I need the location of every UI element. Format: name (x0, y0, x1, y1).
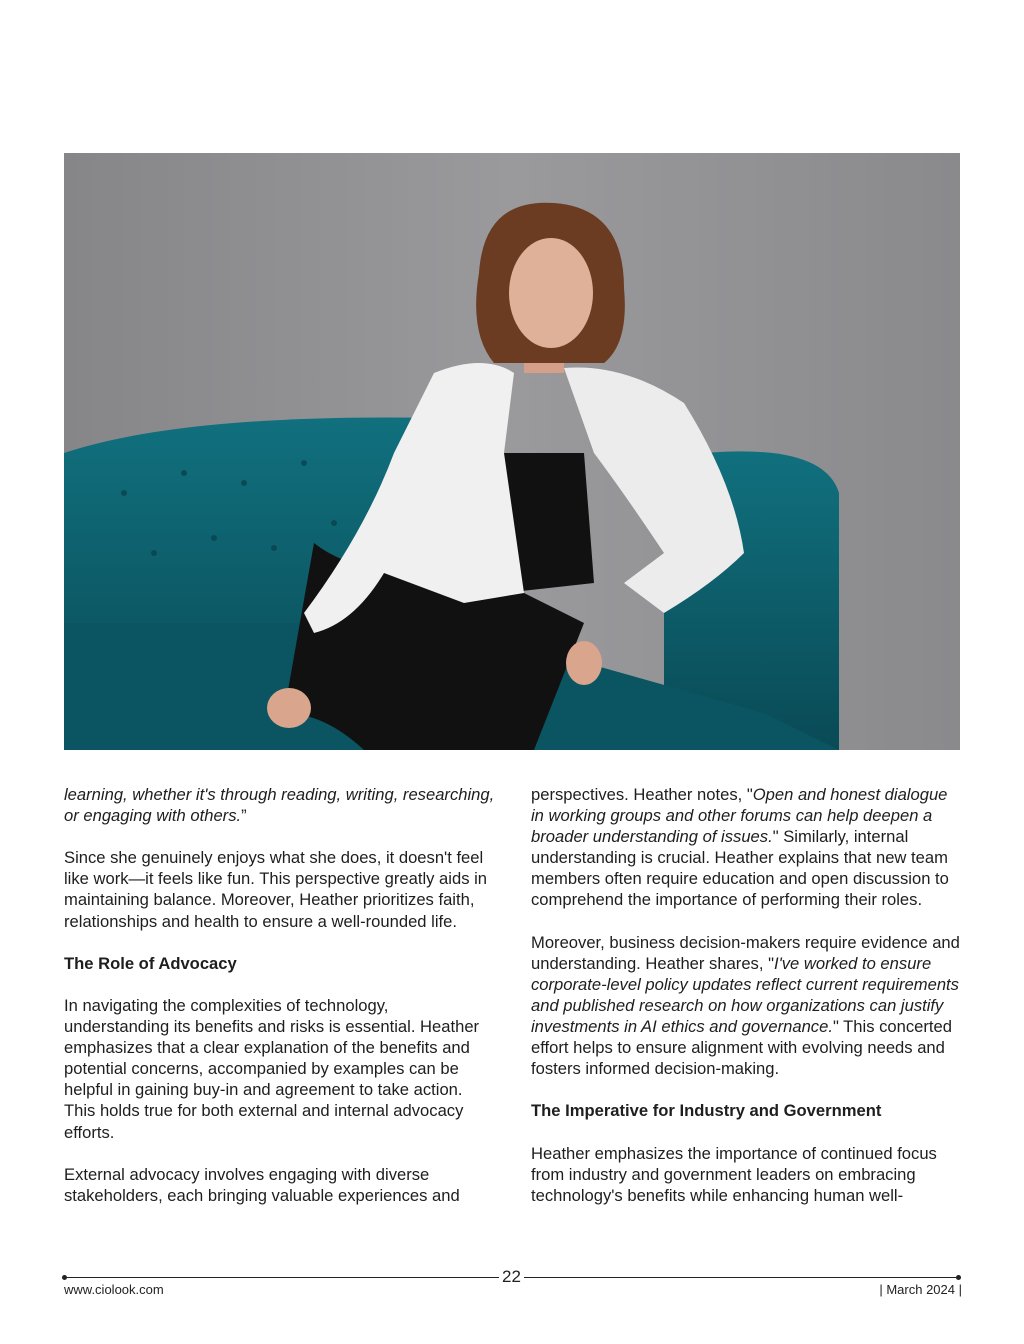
quote-italic: learning, whether it's through reading, writing, researching, or engaging with others. (64, 785, 495, 826)
section-heading-advocacy: The Role of Advocacy (64, 953, 237, 973)
footer-rule-right (524, 1277, 959, 1278)
quote-close-mark: ” (241, 806, 247, 826)
paragraph-perspectives (531, 784, 961, 911)
quote-continuation (64, 784, 496, 826)
page-number: 22 (502, 1267, 521, 1286)
perspectives-quote: Open and honest dialogue in working groups and other forums can help deepen a broader understanding of issues. (531, 785, 948, 847)
decision-quote: I've worked to ensure corporate-level policy updates reflect current requirements and published research on how organizations can justify investments in AI ethics and governance. (531, 953, 959, 1037)
portrait-photo (64, 153, 960, 750)
decision-tail: " This concerted effort helps to ensure alignment with evolving needs and fosters informed decision-making. (531, 1017, 952, 1079)
footer-rule-dot-right (956, 1275, 961, 1280)
perspectives-tail: " Similarly, internal understanding is crucial. Heather explains that new team members often require education and open discussion to comprehend the importance of performing their roles. (531, 827, 949, 910)
perspectives-lead: perspectives. Heather notes, " (531, 785, 753, 804)
right-column (531, 784, 961, 1206)
footer-rule-left (64, 1277, 499, 1278)
footer-website[interactable]: www.ciolook.com (64, 1282, 164, 1297)
left-column (64, 784, 496, 1206)
paragraph-external-advocacy: External advocacy involves engaging with diverse stakeholders, each bringing valuable experiences and (64, 1164, 460, 1205)
footer-issue-date: | March 2024 | (879, 1282, 962, 1297)
section-heading-industry-government: The Imperative for Industry and Government (531, 1101, 882, 1121)
paragraph-industry-government: Heather emphasizes the importance of continued focus from industry and government leaders on embracing technology's benefits while enhancing human well- (531, 1143, 937, 1205)
paragraph-decision-makers (531, 932, 961, 1080)
portrait-illustration (64, 153, 960, 750)
paragraph-balance: Since she genuinely enjoys what she does, it doesn't feel like work—it feels like fun. This perspective greatly aids in maintaining balance. Moreover, Heather prioritizes faith, relationships and health to ensure a well-rounded life. (64, 848, 488, 931)
paragraph-advocacy: In navigating the complexities of technology, understanding its benefits and risks is essential. Heather emphasizes that a clear explanation of the benefits and potential concerns, accompanied by examples can be helpful in gaining buy-in and agreement to take action. This holds true for both external and internal advocacy efforts. (64, 995, 480, 1142)
decision-lead: Moreover, business decision-makers require evidence and understanding. Heather shares, " (531, 932, 960, 973)
